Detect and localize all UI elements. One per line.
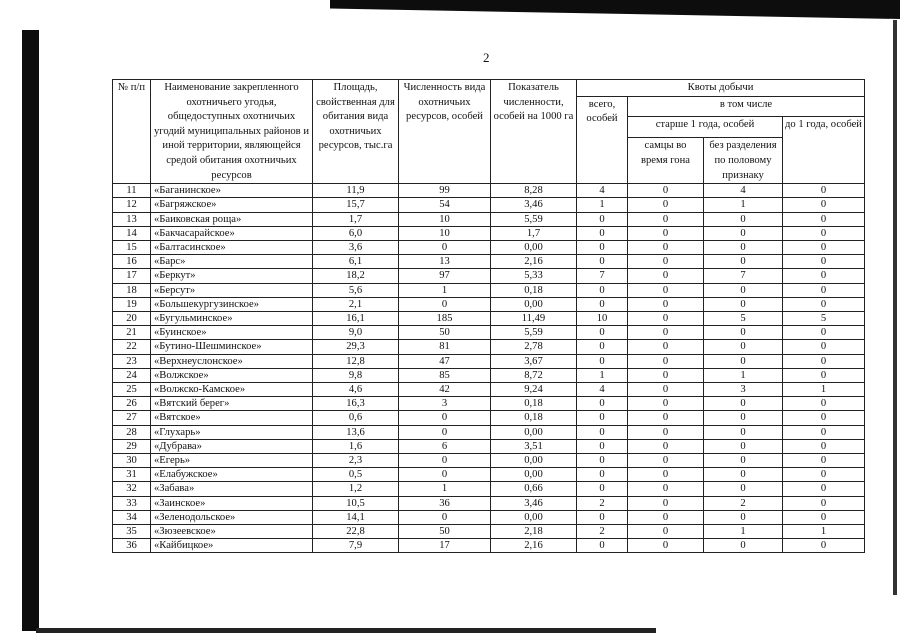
row-number: 13 bbox=[113, 212, 151, 226]
area-value: 2,3 bbox=[313, 454, 399, 468]
quota-no-sex: 0 bbox=[704, 439, 783, 453]
quota-males: 0 bbox=[628, 468, 704, 482]
hunting-ground-name: «Глухарь» bbox=[151, 425, 313, 439]
density-value: 2,18 bbox=[491, 525, 577, 539]
row-number: 24 bbox=[113, 368, 151, 382]
quota-males: 0 bbox=[628, 226, 704, 240]
header-including: в том числе bbox=[628, 96, 865, 117]
quota-young: 0 bbox=[783, 397, 865, 411]
quota-young: 0 bbox=[783, 539, 865, 553]
hunting-ground-name: «Егерь» bbox=[151, 454, 313, 468]
header-older: старше 1 года, особей bbox=[628, 117, 783, 138]
hunting-ground-name: «Вятский берег» bbox=[151, 397, 313, 411]
quota-no-sex: 0 bbox=[704, 297, 783, 311]
quota-no-sex: 0 bbox=[704, 468, 783, 482]
hunting-ground-name: «Дубрава» bbox=[151, 439, 313, 453]
table-row bbox=[113, 397, 865, 411]
density-value: 2,16 bbox=[491, 255, 577, 269]
row-number: 33 bbox=[113, 496, 151, 510]
quota-no-sex: 0 bbox=[704, 226, 783, 240]
quota-young: 0 bbox=[783, 212, 865, 226]
quota-total: 0 bbox=[577, 439, 628, 453]
density-value: 0,18 bbox=[491, 283, 577, 297]
population-count: 10 bbox=[399, 226, 491, 240]
quota-no-sex: 1 bbox=[704, 525, 783, 539]
table-row bbox=[113, 240, 865, 254]
hunting-ground-name: «Баиковская роща» bbox=[151, 212, 313, 226]
quota-young: 0 bbox=[783, 482, 865, 496]
page-number: 2 bbox=[483, 50, 490, 65]
quota-young: 1 bbox=[783, 383, 865, 397]
density-value: 5,59 bbox=[491, 212, 577, 226]
quota-total: 0 bbox=[577, 482, 628, 496]
population-count: 0 bbox=[399, 297, 491, 311]
quota-young: 0 bbox=[783, 255, 865, 269]
quota-total: 0 bbox=[577, 468, 628, 482]
hunting-ground-name: «Большекургузинское» bbox=[151, 297, 313, 311]
population-count: 0 bbox=[399, 411, 491, 425]
density-value: 11,49 bbox=[491, 311, 577, 325]
population-count: 0 bbox=[399, 468, 491, 482]
population-count: 50 bbox=[399, 525, 491, 539]
quota-males: 0 bbox=[628, 212, 704, 226]
density-value: 1,7 bbox=[491, 226, 577, 240]
density-value: 9,24 bbox=[491, 383, 577, 397]
quota-young: 0 bbox=[783, 411, 865, 425]
table-row bbox=[113, 368, 865, 382]
density-value: 5,33 bbox=[491, 269, 577, 283]
quota-no-sex: 3 bbox=[704, 383, 783, 397]
population-count: 185 bbox=[399, 311, 491, 325]
hunting-ground-name: «Елабужское» bbox=[151, 468, 313, 482]
table-row bbox=[113, 383, 865, 397]
hunting-ground-name: «Барс» bbox=[151, 255, 313, 269]
row-number: 27 bbox=[113, 411, 151, 425]
quota-no-sex: 0 bbox=[704, 510, 783, 524]
area-value: 9,0 bbox=[313, 326, 399, 340]
row-number: 29 bbox=[113, 439, 151, 453]
area-value: 16,1 bbox=[313, 311, 399, 325]
table-row bbox=[113, 198, 865, 212]
quota-males: 0 bbox=[628, 283, 704, 297]
header-density: Показатель численности, особей на 1000 га bbox=[491, 80, 577, 184]
quota-no-sex: 0 bbox=[704, 283, 783, 297]
table-row bbox=[113, 496, 865, 510]
quota-males: 0 bbox=[628, 482, 704, 496]
row-number: 17 bbox=[113, 269, 151, 283]
table-body bbox=[113, 184, 865, 553]
hunting-ground-name: «Бутино-Шешминское» bbox=[151, 340, 313, 354]
table-row bbox=[113, 269, 865, 283]
quota-young: 1 bbox=[783, 525, 865, 539]
hunting-ground-name: «Баганинское» bbox=[151, 184, 313, 198]
row-number: 16 bbox=[113, 255, 151, 269]
area-value: 5,6 bbox=[313, 283, 399, 297]
hunting-ground-name: «Кайбицкое» bbox=[151, 539, 313, 553]
quota-young: 0 bbox=[783, 425, 865, 439]
density-value: 0,00 bbox=[491, 425, 577, 439]
row-number: 31 bbox=[113, 468, 151, 482]
quota-males: 0 bbox=[628, 368, 704, 382]
quota-males: 0 bbox=[628, 326, 704, 340]
density-value: 8,72 bbox=[491, 368, 577, 382]
density-value: 8,28 bbox=[491, 184, 577, 198]
quota-males: 0 bbox=[628, 340, 704, 354]
table-row bbox=[113, 454, 865, 468]
quota-young: 0 bbox=[783, 468, 865, 482]
quota-males: 0 bbox=[628, 454, 704, 468]
quota-total: 1 bbox=[577, 198, 628, 212]
quota-males: 0 bbox=[628, 297, 704, 311]
quota-total: 0 bbox=[577, 539, 628, 553]
row-number: 23 bbox=[113, 354, 151, 368]
quota-total: 0 bbox=[577, 226, 628, 240]
quota-young: 0 bbox=[783, 326, 865, 340]
header-quotas: Квоты добычи bbox=[577, 80, 865, 97]
quota-total: 0 bbox=[577, 510, 628, 524]
area-value: 18,2 bbox=[313, 269, 399, 283]
population-count: 85 bbox=[399, 368, 491, 382]
row-number: 26 bbox=[113, 397, 151, 411]
table-row bbox=[113, 226, 865, 240]
quota-young: 5 bbox=[783, 311, 865, 325]
quota-no-sex: 0 bbox=[704, 454, 783, 468]
header-num: № п/п bbox=[113, 80, 151, 184]
population-count: 81 bbox=[399, 340, 491, 354]
table-row bbox=[113, 482, 865, 496]
area-value: 22,8 bbox=[313, 525, 399, 539]
header-area: Площадь, свойственная для обитания вида охотничьих ресурсов, тыс.га bbox=[313, 80, 399, 184]
quota-young: 0 bbox=[783, 510, 865, 524]
density-value: 0,18 bbox=[491, 397, 577, 411]
quota-total: 0 bbox=[577, 326, 628, 340]
quota-males: 0 bbox=[628, 383, 704, 397]
population-count: 97 bbox=[399, 269, 491, 283]
area-value: 7,9 bbox=[313, 539, 399, 553]
row-number: 28 bbox=[113, 425, 151, 439]
quota-young: 0 bbox=[783, 184, 865, 198]
hunting-ground-name: «Берсут» bbox=[151, 283, 313, 297]
quota-no-sex: 1 bbox=[704, 198, 783, 212]
area-value: 6,0 bbox=[313, 226, 399, 240]
quota-males: 0 bbox=[628, 411, 704, 425]
area-value: 12,8 bbox=[313, 354, 399, 368]
quota-total: 2 bbox=[577, 496, 628, 510]
quota-no-sex: 0 bbox=[704, 240, 783, 254]
quota-young: 0 bbox=[783, 269, 865, 283]
hunting-ground-name: «Буинское» bbox=[151, 326, 313, 340]
quota-total: 2 bbox=[577, 525, 628, 539]
quota-males: 0 bbox=[628, 269, 704, 283]
quota-total: 0 bbox=[577, 212, 628, 226]
table-row bbox=[113, 212, 865, 226]
table-row bbox=[113, 340, 865, 354]
table-row bbox=[113, 354, 865, 368]
density-value: 3,67 bbox=[491, 354, 577, 368]
quota-total: 0 bbox=[577, 283, 628, 297]
header-nosex: без разделения по половому признаку bbox=[704, 138, 783, 184]
density-value: 2,16 bbox=[491, 539, 577, 553]
quota-males: 0 bbox=[628, 311, 704, 325]
header-name: Наименование закрепленного охотничьего угодья, общедоступных охотничьих угодий муниципальных районов и иной территории, являющейся средой обитания охотничьих ресурсов bbox=[151, 80, 313, 184]
density-value: 2,78 bbox=[491, 340, 577, 354]
quota-males: 0 bbox=[628, 496, 704, 510]
quota-young: 0 bbox=[783, 368, 865, 382]
hunting-ground-name: «Зеленодольское» bbox=[151, 510, 313, 524]
quota-males: 0 bbox=[628, 198, 704, 212]
area-value: 1,2 bbox=[313, 482, 399, 496]
quota-males: 0 bbox=[628, 255, 704, 269]
quota-no-sex: 0 bbox=[704, 425, 783, 439]
row-number: 30 bbox=[113, 454, 151, 468]
quota-no-sex: 0 bbox=[704, 326, 783, 340]
area-value: 1,7 bbox=[313, 212, 399, 226]
row-number: 19 bbox=[113, 297, 151, 311]
row-number: 15 bbox=[113, 240, 151, 254]
quota-males: 0 bbox=[628, 397, 704, 411]
quota-no-sex: 7 bbox=[704, 269, 783, 283]
table-row bbox=[113, 468, 865, 482]
population-count: 3 bbox=[399, 397, 491, 411]
area-value: 10,5 bbox=[313, 496, 399, 510]
row-number: 12 bbox=[113, 198, 151, 212]
quota-total: 0 bbox=[577, 454, 628, 468]
table-row bbox=[113, 297, 865, 311]
population-count: 10 bbox=[399, 212, 491, 226]
quota-males: 0 bbox=[628, 240, 704, 254]
header-total: всего, особей bbox=[577, 96, 628, 184]
hunting-ground-name: «Балтасинское» bbox=[151, 240, 313, 254]
hunting-ground-name: «Вятское» bbox=[151, 411, 313, 425]
area-value: 0,6 bbox=[313, 411, 399, 425]
area-value: 15,7 bbox=[313, 198, 399, 212]
area-value: 9,8 bbox=[313, 368, 399, 382]
quota-total: 0 bbox=[577, 240, 628, 254]
quota-total: 10 bbox=[577, 311, 628, 325]
population-count: 1 bbox=[399, 283, 491, 297]
quota-total: 0 bbox=[577, 255, 628, 269]
quota-total: 0 bbox=[577, 340, 628, 354]
density-value: 0,66 bbox=[491, 482, 577, 496]
quota-young: 0 bbox=[783, 439, 865, 453]
area-value: 6,1 bbox=[313, 255, 399, 269]
row-number: 36 bbox=[113, 539, 151, 553]
table-row bbox=[113, 425, 865, 439]
area-value: 1,6 bbox=[313, 439, 399, 453]
row-number: 32 bbox=[113, 482, 151, 496]
population-count: 17 bbox=[399, 539, 491, 553]
hunting-ground-name: «Волжско-Камское» bbox=[151, 383, 313, 397]
quota-males: 0 bbox=[628, 525, 704, 539]
population-count: 0 bbox=[399, 510, 491, 524]
quota-no-sex: 4 bbox=[704, 184, 783, 198]
quota-total: 0 bbox=[577, 354, 628, 368]
quota-total: 4 bbox=[577, 383, 628, 397]
table-row bbox=[113, 255, 865, 269]
table-row bbox=[113, 326, 865, 340]
area-value: 16,3 bbox=[313, 397, 399, 411]
table-row bbox=[113, 539, 865, 553]
hunting-ground-name: «Заинское» bbox=[151, 496, 313, 510]
quota-males: 0 bbox=[628, 184, 704, 198]
density-value: 3,51 bbox=[491, 439, 577, 453]
quota-total: 0 bbox=[577, 297, 628, 311]
area-value: 3,6 bbox=[313, 240, 399, 254]
area-value: 0,5 bbox=[313, 468, 399, 482]
population-count: 54 bbox=[399, 198, 491, 212]
quota-total: 1 bbox=[577, 368, 628, 382]
quota-no-sex: 0 bbox=[704, 354, 783, 368]
quota-no-sex: 0 bbox=[704, 340, 783, 354]
row-number: 25 bbox=[113, 383, 151, 397]
population-count: 0 bbox=[399, 425, 491, 439]
population-count: 36 bbox=[399, 496, 491, 510]
row-number: 22 bbox=[113, 340, 151, 354]
hunting-ground-name: «Зюзеевское» bbox=[151, 525, 313, 539]
area-value: 2,1 bbox=[313, 297, 399, 311]
density-value: 0,00 bbox=[491, 468, 577, 482]
quota-young: 0 bbox=[783, 340, 865, 354]
quota-young: 0 bbox=[783, 354, 865, 368]
quota-no-sex: 1 bbox=[704, 368, 783, 382]
hunting-ground-name: «Бугульминское» bbox=[151, 311, 313, 325]
header-males: самцы во время гона bbox=[628, 138, 704, 184]
header-count: Численность вида охотничьих ресурсов, особей bbox=[399, 80, 491, 184]
scan-border-top bbox=[330, 0, 900, 19]
quota-no-sex: 0 bbox=[704, 411, 783, 425]
quota-no-sex: 0 bbox=[704, 539, 783, 553]
quota-young: 0 bbox=[783, 297, 865, 311]
hunting-ground-name: «Багряжское» bbox=[151, 198, 313, 212]
density-value: 3,46 bbox=[491, 198, 577, 212]
quota-young: 0 bbox=[783, 454, 865, 468]
density-value: 0,00 bbox=[491, 240, 577, 254]
hunting-quota-table bbox=[112, 79, 865, 553]
quota-young: 0 bbox=[783, 226, 865, 240]
density-value: 0,18 bbox=[491, 411, 577, 425]
hunting-ground-name: «Волжское» bbox=[151, 368, 313, 382]
hunting-ground-name: «Бакчасарайское» bbox=[151, 226, 313, 240]
quota-total: 7 bbox=[577, 269, 628, 283]
table-row bbox=[113, 439, 865, 453]
row-number: 18 bbox=[113, 283, 151, 297]
row-number: 20 bbox=[113, 311, 151, 325]
area-value: 11,9 bbox=[313, 184, 399, 198]
quota-young: 0 bbox=[783, 240, 865, 254]
population-count: 42 bbox=[399, 383, 491, 397]
table-row bbox=[113, 311, 865, 325]
table-row bbox=[113, 510, 865, 524]
table-row bbox=[113, 525, 865, 539]
area-value: 4,6 bbox=[313, 383, 399, 397]
hunting-ground-name: «Беркут» bbox=[151, 269, 313, 283]
quota-no-sex: 0 bbox=[704, 397, 783, 411]
population-count: 99 bbox=[399, 184, 491, 198]
row-number: 34 bbox=[113, 510, 151, 524]
row-number: 21 bbox=[113, 326, 151, 340]
quota-total: 0 bbox=[577, 425, 628, 439]
quota-males: 0 bbox=[628, 354, 704, 368]
population-count: 13 bbox=[399, 255, 491, 269]
area-value: 29,3 bbox=[313, 340, 399, 354]
quota-total: 4 bbox=[577, 184, 628, 198]
table-row bbox=[113, 184, 865, 198]
population-count: 6 bbox=[399, 439, 491, 453]
row-number: 35 bbox=[113, 525, 151, 539]
area-value: 14,1 bbox=[313, 510, 399, 524]
row-number: 11 bbox=[113, 184, 151, 198]
hunting-ground-name: «Верхнеуслонское» bbox=[151, 354, 313, 368]
quota-young: 0 bbox=[783, 283, 865, 297]
area-value: 13,6 bbox=[313, 425, 399, 439]
scan-border-right bbox=[893, 20, 897, 595]
quota-no-sex: 0 bbox=[704, 212, 783, 226]
quota-young: 0 bbox=[783, 496, 865, 510]
row-number: 14 bbox=[113, 226, 151, 240]
quota-males: 0 bbox=[628, 439, 704, 453]
density-value: 5,59 bbox=[491, 326, 577, 340]
table-row bbox=[113, 411, 865, 425]
density-value: 3,46 bbox=[491, 496, 577, 510]
population-count: 0 bbox=[399, 454, 491, 468]
scan-border-bottom bbox=[36, 628, 656, 633]
population-count: 50 bbox=[399, 326, 491, 340]
population-count: 47 bbox=[399, 354, 491, 368]
quota-males: 0 bbox=[628, 510, 704, 524]
quota-no-sex: 0 bbox=[704, 255, 783, 269]
quota-total: 0 bbox=[577, 411, 628, 425]
quota-no-sex: 5 bbox=[704, 311, 783, 325]
scan-border-left bbox=[22, 30, 39, 631]
population-count: 0 bbox=[399, 240, 491, 254]
population-count: 1 bbox=[399, 482, 491, 496]
quota-no-sex: 2 bbox=[704, 496, 783, 510]
header-young: до 1 года, особей bbox=[783, 117, 865, 184]
hunting-ground-name: «Забава» bbox=[151, 482, 313, 496]
quota-males: 0 bbox=[628, 539, 704, 553]
quota-males: 0 bbox=[628, 425, 704, 439]
quota-total: 0 bbox=[577, 397, 628, 411]
density-value: 0,00 bbox=[491, 297, 577, 311]
quota-no-sex: 0 bbox=[704, 482, 783, 496]
density-value: 0,00 bbox=[491, 454, 577, 468]
table-row bbox=[113, 283, 865, 297]
density-value: 0,00 bbox=[491, 510, 577, 524]
quota-young: 0 bbox=[783, 198, 865, 212]
